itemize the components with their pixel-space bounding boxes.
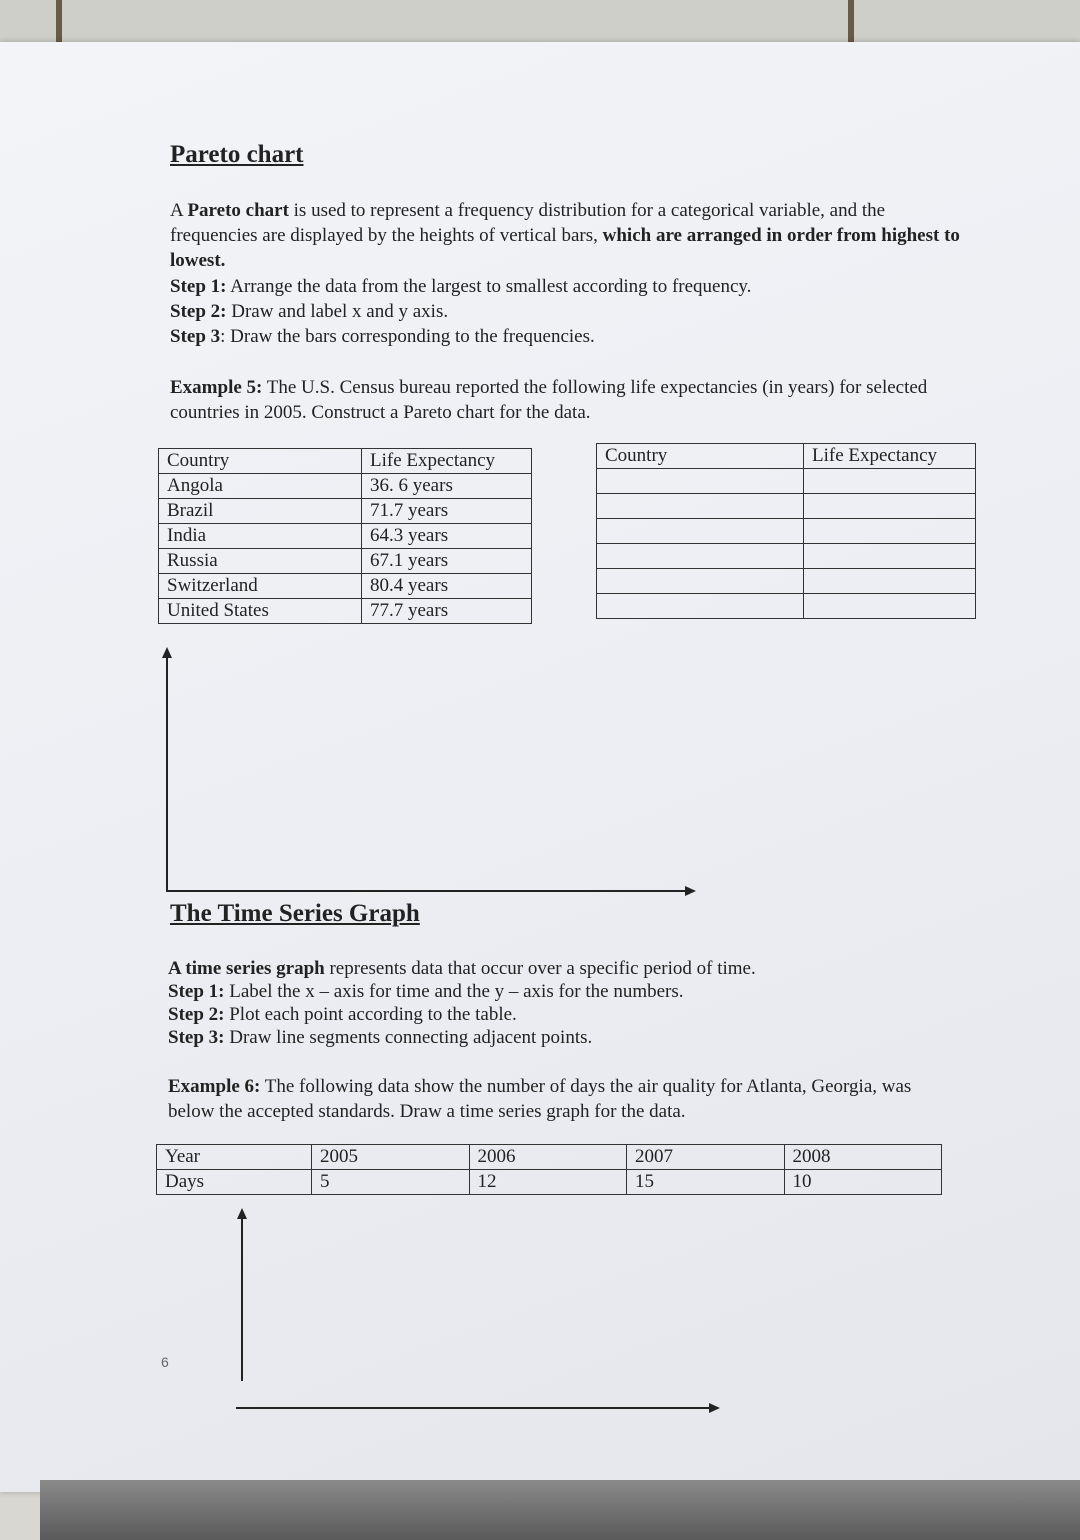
table-header-row (159, 449, 532, 474)
header-life-expectancy: Life Expectancy (362, 449, 532, 474)
pareto-heading: Pareto chart (170, 141, 304, 168)
page-number: 6 (161, 1354, 169, 1370)
blank-table-row[interactable] (597, 494, 976, 519)
pareto-intro-emphasis: which are arranged in order from highest to lowest. (170, 225, 960, 271)
time-series-y-axis (241, 1217, 243, 1381)
blank-table-row[interactable] (597, 544, 976, 569)
tile-grout-left (56, 0, 62, 42)
days-cell: 10 (784, 1170, 942, 1195)
pareto-intro (170, 198, 960, 273)
pareto-steps (170, 274, 960, 349)
time-series-step-1: Step 1: Label the x – axis for time and the y – axis for the numbers. (168, 981, 684, 1002)
example-6 (168, 1074, 928, 1124)
year-cell: 2008 (784, 1145, 942, 1170)
blank-table-row[interactable] (597, 569, 976, 594)
table-row: India 64.3 years (159, 524, 532, 549)
time-series-term: A time series graph (168, 958, 325, 979)
time-series-steps (168, 980, 958, 1049)
pareto-y-axis (166, 656, 168, 892)
tile-grout-right (848, 0, 854, 42)
table-row: Switzerland 80.4 years (159, 574, 532, 599)
air-quality-table (156, 1144, 942, 1195)
page-bottom-edge (40, 1480, 1080, 1540)
time-series-heading: The Time Series Graph (170, 900, 420, 927)
pareto-step-1: Step 1: Arrange the data from the largest to smallest according to frequency. (170, 276, 752, 297)
pareto-step-3: Step 3: Draw the bars corresponding to the frequencies. (170, 326, 595, 347)
days-row-label: Days (157, 1170, 312, 1195)
time-series-intro (168, 956, 958, 981)
days-cell: 12 (469, 1170, 627, 1195)
blank-sorted-table (596, 443, 976, 619)
blank-table-row[interactable] (597, 519, 976, 544)
blank-header-country: Country (597, 444, 804, 469)
blank-header-life-expectancy: Life Expectancy (804, 444, 976, 469)
pareto-intro-text-1: A (170, 200, 188, 221)
pareto-x-axis (166, 890, 686, 892)
time-series-x-axis (236, 1407, 710, 1409)
example-6-label: Example 6: (168, 1076, 261, 1097)
pareto-intro-text-2: is used to represent a frequency distribution for a categorical variable, and the frequencies are displayed by the heights of vertical bars, (170, 200, 886, 246)
year-cell: 2006 (469, 1145, 627, 1170)
year-cell: 2007 (627, 1145, 785, 1170)
life-expectancy-table (158, 448, 532, 624)
time-series-x-axis-arrow-icon (709, 1403, 720, 1413)
time-series-step-3: Step 3: Draw line segments connecting adjacent points. (168, 1027, 593, 1048)
time-series-step-2: Step 2: Plot each point according to the table. (168, 1004, 517, 1025)
example-5-text: The U.S. Census bureau reported the following life expectancies (in years) for selected countries in 2005. Construct a Pareto chart for the data. (170, 377, 928, 423)
year-cell: 2005 (312, 1145, 470, 1170)
blank-table-row[interactable] (597, 469, 976, 494)
pareto-x-axis-arrow-icon (685, 886, 696, 896)
header-country: Country (159, 449, 362, 474)
example-5 (170, 375, 960, 425)
table-row: Russia 67.1 years (159, 549, 532, 574)
pareto-intro-term: Pareto chart (187, 200, 289, 221)
example-6-text: The following data show the number of days the air quality for Atlanta, Georgia, was below the accepted standards. Draw a time series graph for the data. (168, 1076, 912, 1122)
year-row (157, 1145, 942, 1170)
table-row: United States 77.7 years (159, 599, 532, 624)
table-row: Brazil 71.7 years (159, 499, 532, 524)
example-5-label: Example 5: (170, 377, 263, 398)
days-cell: 5 (312, 1170, 470, 1195)
blank-table-row[interactable] (597, 594, 976, 619)
time-series-intro-text: represents data that occur over a specific period of time. (324, 958, 756, 979)
table-row: Angola 36. 6 years (159, 474, 532, 499)
year-row-label: Year (157, 1145, 312, 1170)
days-cell: 15 (627, 1170, 785, 1195)
pareto-step-2: Step 2: Draw and label x and y axis. (170, 301, 449, 322)
blank-table-header-row (597, 444, 976, 469)
days-row (157, 1170, 942, 1195)
